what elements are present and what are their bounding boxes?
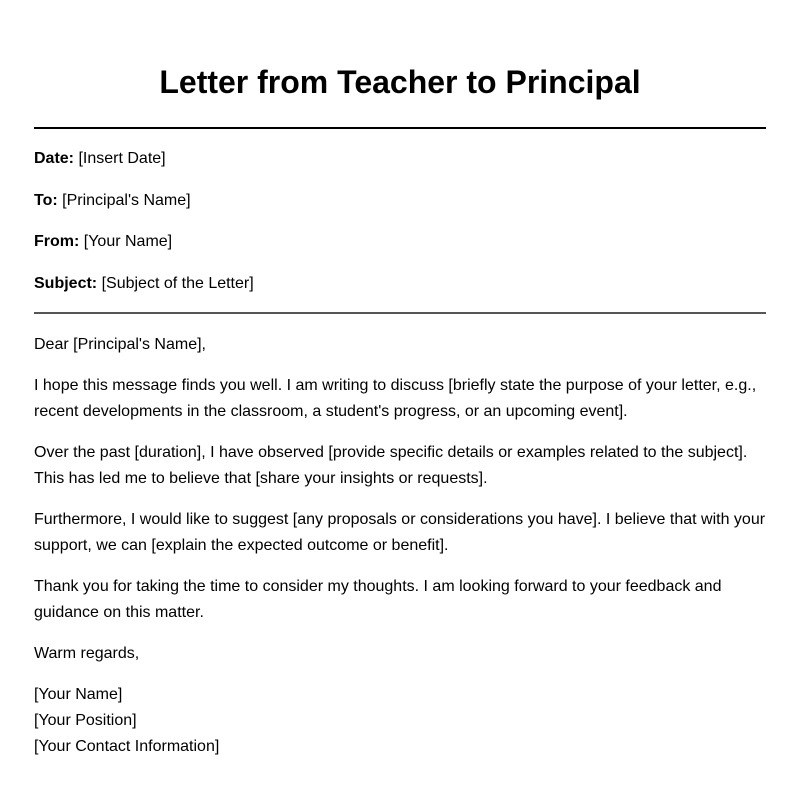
header-divider	[34, 312, 766, 314]
to-field	[34, 190, 766, 212]
signature-name: [Your Name]	[34, 686, 123, 703]
from-field	[34, 231, 766, 253]
letter-header	[34, 148, 766, 314]
subject-field	[34, 273, 766, 295]
paragraph-thanks: Thank you for taking the time to consider my thoughts. I am looking forward to your feedback and guidance on this matter.	[34, 578, 722, 621]
date-label: Date:	[34, 150, 75, 167]
page-title: Letter from Teacher to Principal	[159, 64, 641, 100]
subject-label: Subject:	[34, 274, 98, 292]
signature-contact: [Your Contact Information]	[34, 738, 220, 755]
date-value: [Insert Date]	[78, 150, 166, 167]
title-divider	[34, 127, 766, 129]
letter-page	[34, 0, 766, 755]
subject-value: [Subject of the Letter]	[101, 274, 254, 292]
from-value: [Your Name]	[83, 233, 173, 250]
closing: Warm regards,	[34, 645, 140, 662]
date-field	[34, 148, 766, 170]
to-value: [Principal's Name]	[62, 191, 191, 209]
paragraph-intro: I hope this message finds you well. I am writing to discuss [briefly state the purpose of your letter, e.g., recent developments in the classroom, a student's progress, or an upcoming event].	[34, 377, 757, 420]
signature-position: [Your Position]	[34, 712, 137, 729]
to-label: To:	[34, 191, 58, 209]
salutation: Dear [Principal's Name],	[34, 336, 206, 353]
paragraph-observation: Over the past [duration], I have observed [provide specific details or examples related to the subject]. This has led me to believe that [share your insights or requests].	[34, 444, 748, 487]
paragraph-suggestion: Furthermore, I would like to suggest [any proposals or considerations you have]. I believe that with your support, we can [explain the expected outcome or benefit].	[34, 511, 766, 554]
letter-body	[34, 332, 766, 775]
from-label: From:	[34, 233, 80, 250]
signature-block	[34, 682, 766, 760]
